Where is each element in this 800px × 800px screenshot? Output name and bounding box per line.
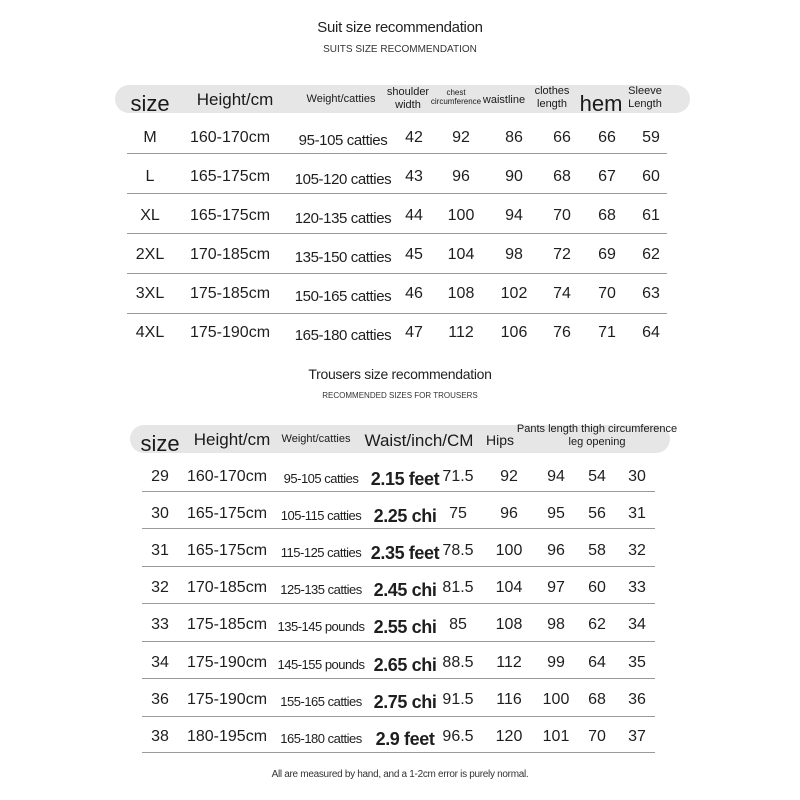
trousers-cell-waist-cm: 85	[449, 616, 467, 633]
trousers-row-divider	[142, 752, 655, 753]
trousers-cell-weight: 135-145 pounds	[277, 619, 365, 634]
trousers-cell-thigh: 68	[588, 691, 606, 708]
trousers-cell-waist-cm: 75	[449, 505, 467, 522]
trousers-cell-waist-chi: 2.75 chi	[373, 692, 437, 712]
trousers-header-size: size	[140, 431, 180, 456]
trousers-cell-thigh: 64	[588, 654, 606, 671]
trousers-row-divider	[142, 491, 655, 492]
suit-cell-shoulder: 47	[405, 324, 423, 341]
trousers-row-divider	[142, 678, 655, 679]
trousers-cell-waist-chi: 2.25 chi	[373, 506, 437, 526]
trousers-cell-waist-cm: 81.5	[442, 579, 474, 596]
suit-header-hem: hem	[579, 91, 623, 116]
trousers-row-divider	[142, 641, 655, 642]
suit-row-divider	[127, 313, 667, 314]
trousers-cell-waist-cm: 78.5	[442, 542, 474, 559]
suit-cell-sleeve: 60	[642, 168, 660, 185]
trousers-cell-leg: 30	[628, 468, 646, 485]
suit-cell-sleeve: 62	[642, 246, 660, 263]
trousers-cell-waist-chi: 2.15 feet	[370, 469, 440, 489]
suit-cell-hem: 70	[598, 285, 616, 302]
trousers-cell-length: 96	[547, 542, 565, 559]
suit-row-divider	[127, 153, 667, 154]
trousers-cell-height: 165-175cm	[186, 542, 268, 559]
suit-row-divider	[127, 233, 667, 234]
suit-cell-shoulder: 43	[405, 168, 423, 185]
trousers-cell-weight: 105-115 catties	[280, 508, 362, 523]
trousers-cell-length: 98	[547, 616, 565, 633]
trousers-cell-waist-cm: 91.5	[442, 691, 474, 708]
trousers-cell-height: 175-190cm	[186, 654, 268, 671]
suit-row-divider	[127, 193, 667, 194]
suit-cell-length: 66	[553, 129, 571, 146]
suit-cell-chest: 100	[447, 207, 475, 224]
suit-header-clothes-line1: clothes	[534, 85, 570, 97]
suit-cell-sleeve: 64	[642, 324, 660, 341]
trousers-row-divider	[142, 603, 655, 604]
trousers-cell-size: 36	[151, 691, 169, 708]
suit-cell-weight: 165-180 catties	[294, 327, 392, 344]
trousers-cell-waist-cm: 71.5	[442, 468, 474, 485]
suit-cell-sleeve: 59	[642, 129, 660, 146]
trousers-title: Trousers size recommendation	[308, 366, 492, 382]
suit-cell-weight: 105-120 catties	[294, 171, 392, 188]
trousers-header-waist: Waist/inch/CM	[364, 431, 474, 450]
trousers-cell-height: 180-195cm	[186, 728, 268, 745]
suit-cell-length: 70	[553, 207, 571, 224]
suit-cell-height: 165-175cm	[189, 168, 271, 185]
trousers-cell-length: 97	[547, 579, 565, 596]
trousers-cell-length: 94	[547, 468, 565, 485]
suit-cell-size: L	[145, 168, 155, 185]
trousers-cell-leg: 33	[628, 579, 646, 596]
trousers-cell-thigh: 62	[588, 616, 606, 633]
trousers-cell-size: 31	[151, 542, 169, 559]
trousers-cell-size: 29	[151, 468, 169, 485]
suit-cell-size: M	[143, 129, 157, 146]
trousers-cell-length: 100	[542, 691, 570, 708]
trousers-cell-waist-chi: 2.55 chi	[373, 617, 437, 637]
suit-cell-waist: 98	[505, 246, 523, 263]
trousers-cell-thigh: 56	[588, 505, 606, 522]
suit-cell-height: 165-175cm	[189, 207, 271, 224]
trousers-cell-size: 30	[151, 505, 169, 522]
trousers-cell-leg: 36	[628, 691, 646, 708]
suit-cell-shoulder: 44	[405, 207, 423, 224]
trousers-cell-hips: 120	[495, 728, 523, 745]
suit-cell-height: 170-185cm	[189, 246, 271, 263]
trousers-cell-size: 32	[151, 579, 169, 596]
suit-cell-height: 175-185cm	[189, 285, 271, 302]
suit-header-waistline: waistline	[482, 94, 526, 106]
suit-cell-waist: 94	[505, 207, 523, 224]
trousers-cell-size: 33	[151, 616, 169, 633]
suit-cell-chest: 112	[448, 324, 474, 341]
trousers-header-pants-line1: Pants length thigh circumference	[516, 423, 678, 435]
suit-header-sleeve-line2: Length	[628, 97, 662, 110]
trousers-cell-waist-chi: 2.35 feet	[370, 543, 440, 563]
suit-cell-size: 4XL	[135, 324, 165, 341]
suit-header-height: Height/cm	[196, 90, 274, 109]
suit-cell-chest: 92	[452, 129, 470, 146]
trousers-cell-waist-cm: 88.5	[442, 654, 474, 671]
suit-cell-shoulder: 45	[405, 246, 423, 263]
suit-cell-waist: 106	[500, 324, 528, 341]
trousers-cell-height: 165-175cm	[186, 505, 268, 522]
trousers-header-height: Height/cm	[193, 430, 271, 449]
trousers-cell-leg: 37	[628, 728, 646, 745]
suit-header-chest-line1: chest	[446, 88, 466, 97]
trousers-cell-leg: 32	[628, 542, 646, 559]
trousers-row-divider	[142, 528, 655, 529]
trousers-header-pants-line2: leg opening	[568, 435, 626, 448]
suit-cell-weight: 95-105 catties	[298, 132, 388, 149]
trousers-cell-weight: 145-155 pounds	[277, 657, 365, 672]
trousers-cell-thigh: 70	[588, 728, 606, 745]
trousers-header-pants	[517, 423, 677, 448]
suit-cell-weight: 135-150 catties	[294, 249, 392, 266]
trousers-cell-thigh: 60	[588, 579, 606, 596]
suit-cell-chest: 96	[452, 168, 470, 185]
trousers-cell-weight: 115-125 catties	[280, 545, 362, 560]
trousers-cell-thigh: 54	[588, 468, 606, 485]
trousers-cell-length: 95	[547, 505, 565, 522]
suit-cell-hem: 69	[598, 246, 616, 263]
suit-cell-sleeve: 61	[642, 207, 660, 224]
suit-cell-sleeve: 63	[642, 285, 660, 302]
suit-header-clothes-length	[535, 85, 570, 110]
suit-header-sleeve-line1: Sleeve	[628, 85, 662, 97]
suit-cell-length: 72	[553, 246, 571, 263]
trousers-cell-size: 38	[151, 728, 169, 745]
suit-header-shoulder	[387, 86, 429, 111]
trousers-cell-weight: 125-135 catties	[280, 582, 362, 597]
suit-cell-waist: 102	[500, 285, 528, 302]
suit-cell-size: 3XL	[135, 285, 165, 302]
suit-cell-hem: 68	[598, 207, 616, 224]
suit-cell-size: 2XL	[135, 246, 165, 263]
suit-cell-weight: 150-165 catties	[294, 288, 392, 305]
suit-cell-shoulder: 42	[405, 129, 423, 146]
suit-row-divider	[127, 273, 667, 274]
suit-cell-chest: 108	[447, 285, 475, 302]
trousers-header-weight: Weight/catties	[281, 433, 351, 445]
trousers-cell-waist-chi: 2.65 chi	[373, 655, 437, 675]
trousers-cell-length: 99	[547, 654, 565, 671]
suit-cell-chest: 104	[447, 246, 475, 263]
trousers-cell-weight: 95-105 catties	[283, 471, 359, 486]
trousers-cell-hips: 104	[495, 579, 523, 596]
trousers-cell-leg: 34	[628, 616, 646, 633]
trousers-row-divider	[142, 566, 655, 567]
trousers-cell-weight: 155-165 catties	[280, 694, 362, 709]
footnote: All are measured by hand, and a 1-2cm error is purely normal.	[271, 769, 529, 780]
trousers-header-hips: Hips	[485, 432, 515, 448]
trousers-cell-waist-cm: 96.5	[442, 728, 474, 745]
suit-header-size: size	[130, 91, 170, 116]
trousers-cell-height: 160-170cm	[186, 468, 268, 485]
trousers-cell-hips: 112	[496, 654, 522, 671]
suit-cell-waist: 86	[505, 129, 523, 146]
suit-cell-weight: 120-135 catties	[294, 210, 392, 227]
trousers-cell-height: 175-190cm	[186, 691, 268, 708]
trousers-cell-leg: 35	[628, 654, 646, 671]
trousers-row-divider	[142, 716, 655, 717]
suit-subtitle: SUITS SIZE RECOMMENDATION	[323, 44, 477, 55]
suit-cell-length: 68	[553, 168, 571, 185]
trousers-cell-hips: 92	[500, 468, 518, 485]
suit-cell-hem: 66	[598, 129, 616, 146]
suit-title: Suit size recommendation	[317, 19, 483, 36]
trousers-subtitle: RECOMMENDED SIZES FOR TROUSERS	[322, 391, 478, 400]
suit-header-weight: Weight/catties	[306, 93, 376, 105]
suit-header-chest-line2: circumference	[430, 97, 482, 107]
trousers-cell-height: 170-185cm	[186, 579, 268, 596]
suit-header-chest	[431, 88, 481, 106]
trousers-cell-size: 34	[151, 654, 169, 671]
suit-header-shoulder-line2: width	[395, 98, 421, 111]
suit-cell-height: 175-190cm	[189, 324, 271, 341]
trousers-cell-height: 175-185cm	[186, 616, 268, 633]
suit-cell-hem: 67	[598, 168, 616, 185]
trousers-cell-weight: 165-180 catties	[280, 731, 362, 746]
suit-cell-size: XL	[140, 207, 160, 224]
trousers-cell-hips: 100	[495, 542, 523, 559]
trousers-cell-leg: 31	[628, 505, 646, 522]
trousers-cell-hips: 116	[496, 691, 522, 708]
suit-cell-shoulder: 46	[405, 285, 423, 302]
suit-header-shoulder-line1: shoulder	[386, 86, 430, 98]
trousers-cell-waist-chi: 2.9 feet	[375, 729, 435, 749]
suit-header-clothes-line2: length	[537, 97, 567, 110]
trousers-cell-thigh: 58	[588, 542, 606, 559]
trousers-cell-hips: 108	[495, 616, 523, 633]
trousers-cell-length: 101	[542, 728, 570, 745]
suit-cell-length: 76	[553, 324, 571, 341]
suit-cell-length: 74	[553, 285, 571, 302]
suit-cell-height: 160-170cm	[189, 129, 271, 146]
suit-cell-hem: 71	[598, 324, 616, 341]
trousers-cell-waist-chi: 2.45 chi	[373, 580, 437, 600]
suit-header-sleeve	[628, 85, 662, 110]
trousers-cell-hips: 96	[500, 505, 518, 522]
suit-cell-waist: 90	[505, 168, 523, 185]
